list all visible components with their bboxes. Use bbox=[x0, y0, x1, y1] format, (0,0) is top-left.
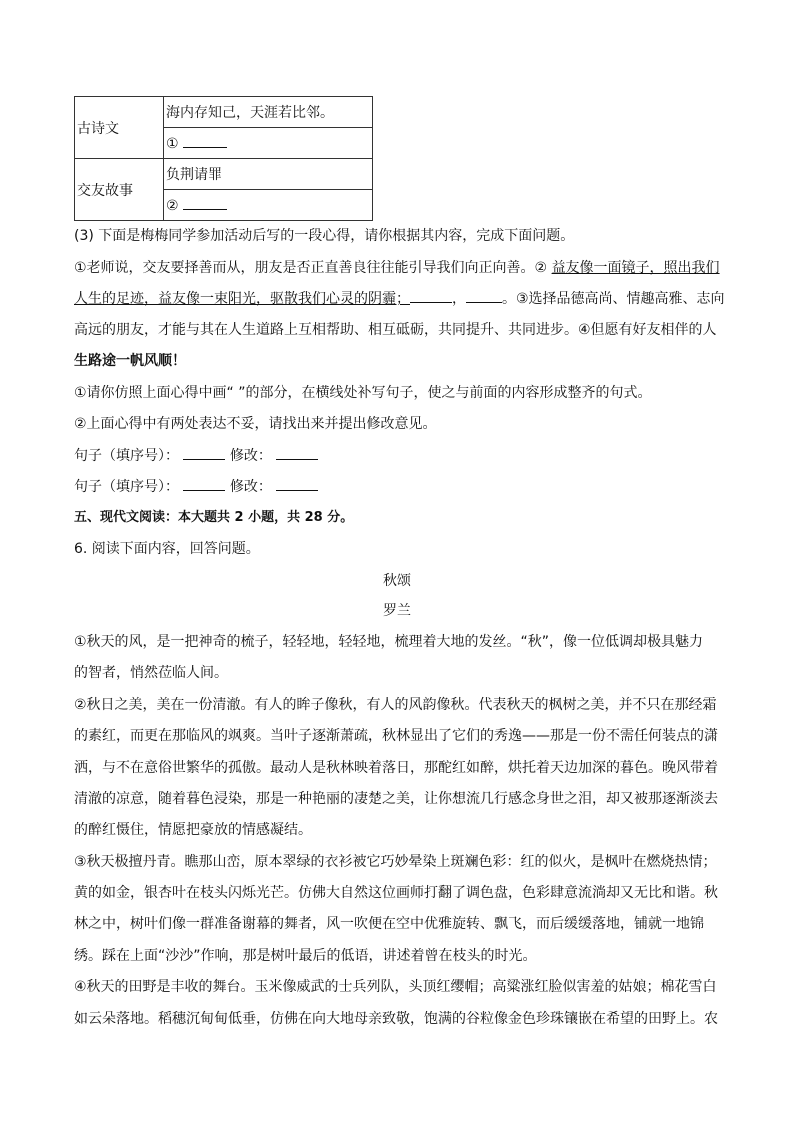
essay-line: 如云朵落地。稻穗沉甸甸低垂，仿佛在向大地母亲致敬，饱满的谷粒像金色珍珠镶嵌在希望的田野上。农 bbox=[74, 1011, 718, 1027]
essay-line: ④秋天的田野是丰收的舞台。玉米像威武的士兵列队，头顶红缨帽；高粱涨红脸似害羞的姑娘；棉花雪白 bbox=[74, 979, 717, 995]
table-cell: 海内存知己，天涯若比邻。 bbox=[164, 97, 373, 128]
essay-title: 秋颂 bbox=[383, 573, 411, 589]
passage-line: ①老师说，交友要择善而从，朋友是否正直善良往往能引导我们向正向善。② 益友像一面镜子，照出我们 bbox=[74, 260, 720, 276]
fill-row: 句子（填序号）： 修改： bbox=[74, 446, 318, 466]
table-cell[interactable] bbox=[164, 190, 373, 221]
essay-line: 的智者，悄然莅临人间。 bbox=[74, 665, 228, 681]
table-row bbox=[75, 159, 373, 190]
friendship-table bbox=[74, 96, 373, 221]
blank-label: ① bbox=[166, 135, 179, 152]
task-2: ②上面心得中有两处表达不妥，请找出来并提出修改意见。 bbox=[74, 416, 437, 432]
answer-blank[interactable] bbox=[183, 478, 225, 491]
blank-label: ② bbox=[166, 197, 179, 214]
answer-blank[interactable] bbox=[183, 197, 227, 210]
essay-line: ③秋天极擅丹青。瞧那山峦，原本翠绿的衣衫被它巧妙晕染上斑斓色彩：红的似火，是枫叶在燃烧热情； bbox=[74, 854, 717, 870]
answer-blank[interactable] bbox=[466, 290, 502, 303]
essay-line: 绣。踩在上面“沙沙”作响，那是树叶最后的低语，讲述着曾在枝头的时光。 bbox=[74, 948, 537, 964]
essay-line: ②秋日之美，美在一份清澈。有人的眸子像秋，有人的风韵像秋。代表秋天的枫树之美，并不只在那经霜 bbox=[74, 697, 717, 713]
underlined-text: 人生的足迹，益友像一束阳光，驱散我们心灵的阴霾； bbox=[74, 291, 410, 307]
question-6: 6. 阅读下面内容，回答问题。 bbox=[74, 541, 260, 557]
essay-line: 的素红，而更在那临风的飒爽。当叶子逐渐萧疏，秋林显出了它们的秀逸——那是一份不需任何装点的潇 bbox=[74, 728, 718, 744]
essay-line: 黄的如金，银杏叶在枝头闪烁光芒。仿佛大自然这位画师打翻了调色盘，色彩肆意流淌却又无比和谐。秋 bbox=[74, 885, 718, 901]
passage-line: 高远的朋友，才能与其在人生道路上互相帮助、相互砥砺，共同提升、共同进步。④但愿有好友相伴的人 bbox=[74, 322, 717, 338]
question-3-intro: (3) 下面是梅梅同学参加活动后写的一段心得，请你根据其内容，完成下面问题。 bbox=[74, 228, 575, 244]
answer-blank[interactable] bbox=[183, 447, 225, 460]
table-cell[interactable] bbox=[164, 128, 373, 159]
section-heading: 五、现代文阅读：本大题共 2 小题，共 28 分。 bbox=[74, 510, 354, 525]
answer-blank[interactable] bbox=[183, 135, 227, 148]
answer-blank[interactable] bbox=[276, 447, 318, 460]
table-category: 交友故事 bbox=[75, 159, 164, 221]
task-1: ①请你仿照上面心得中画“ ”的部分，在横线处补写句子，使之与前面的内容形成整齐的句式。 bbox=[74, 385, 652, 401]
underlined-text: 益友像一面镜子，照出我们 bbox=[551, 260, 720, 276]
table-cell: 负荆请罪 bbox=[164, 159, 373, 190]
table-row bbox=[75, 97, 373, 128]
answer-blank[interactable] bbox=[410, 290, 452, 303]
essay-line: 的醉红慑住，情愿把豪放的情感凝结。 bbox=[74, 822, 312, 838]
fill-row: 句子（填序号）： 修改： bbox=[74, 477, 318, 497]
essay-line: 林之中，树叶们像一群准备谢幕的舞者，风一吹便在空中优雅旋转、飘飞，而后缓缓落地，铺就一地锦 bbox=[74, 916, 704, 932]
answer-blank[interactable] bbox=[276, 478, 318, 491]
essay-author: 罗兰 bbox=[383, 603, 411, 619]
passage-line: 人生的足迹，益友像一束阳光，驱散我们心灵的阴霾； ， 。③选择品德高尚、情趣高雅、志向 bbox=[74, 291, 725, 307]
table-category: 古诗文 bbox=[75, 97, 164, 159]
passage-line: 生路途一帆风顺！ bbox=[74, 353, 186, 369]
essay-line: 洒，与不在意俗世繁华的孤傲。最动人是秋林映着落日，那酡红如醉，烘托着天边加深的暮色。晚风带着 bbox=[74, 760, 718, 776]
essay-line: 清澈的凉意，随着暮色浸染，那是一种艳丽的凄楚之美，让你想流几行感念身世之泪，却又被那逐渐淡去 bbox=[74, 791, 718, 807]
essay-line: ①秋天的风，是一把神奇的梳子，轻轻地，轻轻地，梳理着大地的发丝。“秋”，像一位低调却极具魅力 bbox=[74, 634, 704, 650]
